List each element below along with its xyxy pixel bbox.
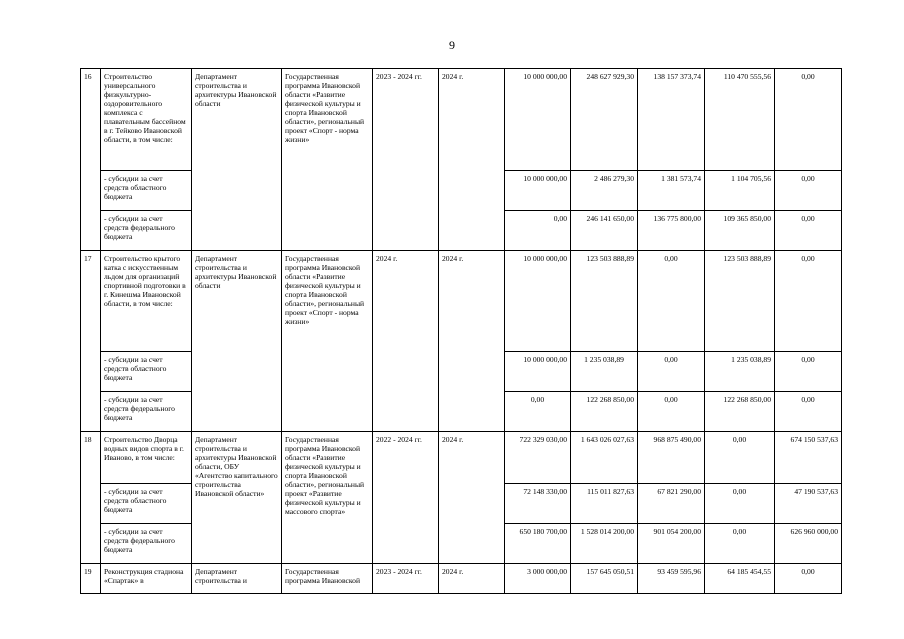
value-cell: 0,00 <box>705 524 775 564</box>
value-cell: 1 528 014 200,00 <box>571 524 638 564</box>
value-cell: 0,00 <box>638 392 705 432</box>
subsidy-name: - субсидии за счет средств федерального бюджета <box>101 211 192 251</box>
value-cell: 0,00 <box>775 392 842 432</box>
value-cell: 122 268 850,00 <box>571 392 638 432</box>
value-cell: 0,00 <box>775 69 842 171</box>
value-cell: 115 011 827,63 <box>571 484 638 524</box>
value-cell: 10 000 000,00 <box>505 352 571 392</box>
value-cell: 3 000 000,00 <box>505 564 571 594</box>
value-cell: 1 104 705,56 <box>705 171 775 211</box>
object-name: Реконструкция стадиона «Спартак» в <box>101 564 192 594</box>
table-row <box>81 251 842 352</box>
value-cell: 0,00 <box>775 211 842 251</box>
row-number: 16 <box>81 69 101 251</box>
subsidy-name: - субсидии за счет средств федерального бюджета <box>101 524 192 564</box>
value-cell: 0,00 <box>638 251 705 352</box>
subsidy-name: - субсидии за счет средств областного бюджета <box>101 171 192 211</box>
value-cell: 0,00 <box>505 211 571 251</box>
value-cell: 1 235 038,89 <box>705 352 775 392</box>
value-cell: 109 365 850,00 <box>705 211 775 251</box>
value-cell: 123 503 888,89 <box>571 251 638 352</box>
period: 2022 - 2024 гг. <box>373 432 439 564</box>
value-cell: 10 000 000,00 <box>505 251 571 352</box>
value-cell: 157 645 050,51 <box>571 564 638 594</box>
value-cell: 2 486 279,30 <box>571 171 638 211</box>
value-cell: 722 329 030,00 <box>505 432 571 484</box>
table-row <box>81 432 842 484</box>
program: Государственная программа Ивановской области «Развитие физической культуры и спорта Ивановской области», региональный проект «Спорт - норма жизни» <box>282 69 373 251</box>
value-cell: 901 054 200,00 <box>638 524 705 564</box>
value-cell: 123 503 888,89 <box>705 251 775 352</box>
executor: Департамент строительства и архитектуры Ивановской области <box>192 251 282 432</box>
subsidy-name: - субсидии за счет средств федерального бюджета <box>101 392 192 432</box>
row-number: 17 <box>81 251 101 432</box>
executor: Департамент строительства и архитектуры Ивановской области, ОБУ «Агентство капитального строительства Ивановской области» <box>192 432 282 564</box>
value-cell: 0,00 <box>775 251 842 352</box>
value-cell: 64 185 454,55 <box>705 564 775 594</box>
period: 2023 - 2024 гг. <box>373 564 439 594</box>
value-cell: 1 235 038,89 <box>571 352 638 392</box>
budget-table <box>80 68 842 594</box>
period: 2024 г. <box>373 251 439 432</box>
value-cell: 674 150 537,63 <box>775 432 842 484</box>
value-cell: 0,00 <box>775 171 842 211</box>
value-cell: 93 459 595,96 <box>638 564 705 594</box>
value-cell: 626 960 000,00 <box>775 524 842 564</box>
value-cell: 0,00 <box>705 484 775 524</box>
value-cell: 650 180 700,00 <box>505 524 571 564</box>
table-row <box>81 564 842 594</box>
value-cell: 248 627 929,30 <box>571 69 638 171</box>
year: 2024 г. <box>439 69 505 251</box>
row-number: 19 <box>81 564 101 594</box>
program: Государственная программа Ивановской области «Развитие физической культуры и спорта Ивановской области», региональный проект «Спорт - норма жизни» <box>282 251 373 432</box>
value-cell: 67 821 290,00 <box>638 484 705 524</box>
value-cell: 47 190 537,63 <box>775 484 842 524</box>
value-cell: 0,00 <box>638 352 705 392</box>
value-cell: 0,00 <box>775 564 842 594</box>
program: Государственная программа Ивановской <box>282 564 373 594</box>
value-cell: 246 141 650,00 <box>571 211 638 251</box>
object-name: Строительство крытого катка с искусственным льдом для организаций спортивной подготовки в г. Кинешма Ивановской области, в том числе: <box>101 251 192 352</box>
value-cell: 0,00 <box>775 352 842 392</box>
object-name: Строительство универсального физкультурно-оздоровительного комплекса с плавательным бассейном в г. Тейково Ивановской области, в том числе: <box>101 69 192 171</box>
value-cell: 968 875 490,00 <box>638 432 705 484</box>
executor: Департамент строительства и <box>192 564 282 594</box>
value-cell: 72 148 330,00 <box>505 484 571 524</box>
value-cell: 122 268 850,00 <box>705 392 775 432</box>
program: Государственная программа Ивановской области «Развитие физической культуры и спорта Ивановской области», региональный проект «Развитие физической культуры и массового спорта» <box>282 432 373 564</box>
subsidy-name: - субсидии за счет средств областного бюджета <box>101 484 192 524</box>
executor: Департамент строительства и архитектуры Ивановской области <box>192 69 282 251</box>
value-cell: 110 470 555,56 <box>705 69 775 171</box>
value-cell: 10 000 000,00 <box>505 171 571 211</box>
period: 2023 - 2024 гг. <box>373 69 439 251</box>
object-name: Строительство Дворца водных видов спорта в г. Иваново, в том числе: <box>101 432 192 484</box>
value-cell: 138 157 373,74 <box>638 69 705 171</box>
value-cell: 136 775 800,00 <box>638 211 705 251</box>
year: 2024 г. <box>439 251 505 432</box>
value-cell: 0,00 <box>505 392 571 432</box>
value-cell: 1 643 026 027,63 <box>571 432 638 484</box>
row-number: 18 <box>81 432 101 564</box>
value-cell: 10 000 000,00 <box>505 69 571 171</box>
table-row <box>81 69 842 171</box>
subsidy-name: - субсидии за счет средств областного бюджета <box>101 352 192 392</box>
value-cell: 0,00 <box>705 432 775 484</box>
year: 2024 г. <box>439 564 505 594</box>
year: 2024 г. <box>439 432 505 564</box>
value-cell: 1 381 573,74 <box>638 171 705 211</box>
page-number: 9 <box>449 38 455 52</box>
